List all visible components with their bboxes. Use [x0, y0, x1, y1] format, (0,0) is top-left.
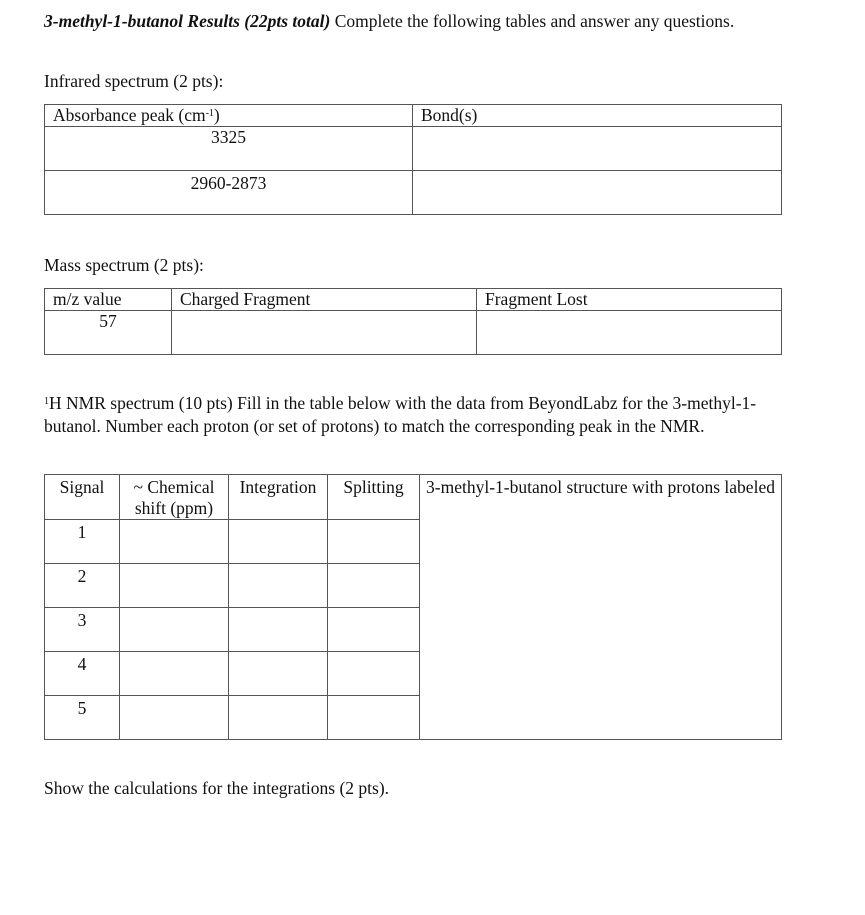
nmr-splitting-input[interactable]: [328, 564, 420, 608]
ir-col-absorbance: Absorbance peak $(cm^{-1})$: [45, 105, 413, 127]
nmr-heading-block: [44, 392, 789, 438]
nmr-splitting-input[interactable]: [328, 608, 420, 652]
nmr-signal-cell: 2: [45, 564, 120, 608]
mass-col-lost: Fragment Lost: [477, 289, 782, 311]
page-title: 3-methyl-1-butanol Results (22pts total): [44, 11, 331, 31]
nmr-heading: H NMR spectrum (10 pts) Fill in the table below with the data from BeyondLabz for the 3-methyl-1-butanol. Number each proton (or set of protons) to match the corresponding peak in the NMR.: [44, 393, 757, 436]
nmr-col-shift: ~ Chemical shift (ppm): [120, 475, 229, 520]
ir-table: [44, 104, 782, 215]
ir-bond-input[interactable]: [413, 127, 782, 171]
nmr-integration-input[interactable]: [229, 652, 328, 696]
mass-charged-input[interactable]: [172, 311, 477, 355]
nmr-integration-input[interactable]: [229, 696, 328, 740]
nmr-shift-input[interactable]: [120, 608, 229, 652]
nmr-col-signal: Signal: [45, 475, 120, 520]
nmr-shift-input[interactable]: [120, 520, 229, 564]
nmr-signal-cell: 5: [45, 696, 120, 740]
nmr-table: [44, 474, 782, 740]
calc-instructions: Show the calculations for the integrations (2 pts).: [44, 778, 390, 798]
nmr-superscript: 1: [44, 396, 49, 407]
nmr-col-structure: 3-methyl-1-butanol structure with protons labeled: [426, 477, 775, 497]
nmr-col-splitting: Splitting: [328, 475, 420, 520]
mass-col-mz: m/z value: [45, 289, 172, 311]
nmr-integration-input[interactable]: [229, 520, 328, 564]
mass-table: [44, 288, 782, 355]
nmr-shift-input[interactable]: [120, 696, 229, 740]
mass-mz-cell: 57: [45, 311, 172, 355]
mass-header-row: [45, 289, 782, 311]
nmr-signal-cell: 1: [45, 520, 120, 564]
page-title-block: [44, 10, 764, 33]
nmr-signal-cell: 3: [45, 608, 120, 652]
ir-heading: Infrared spectrum (2 pts):: [44, 71, 224, 91]
nmr-col-integration: Integration: [229, 475, 328, 520]
nmr-header-row: [45, 475, 782, 520]
nmr-shift-input[interactable]: [120, 564, 229, 608]
mass-col-charged: Charged Fragment: [172, 289, 477, 311]
nmr-splitting-input[interactable]: [328, 652, 420, 696]
nmr-signal-cell: 4: [45, 652, 120, 696]
ir-header-row: [45, 105, 782, 127]
table-row: [45, 311, 782, 355]
ir-peak-cell: 3325: [45, 127, 413, 171]
mass-lost-input[interactable]: [477, 311, 782, 355]
nmr-integration-input[interactable]: [229, 608, 328, 652]
ir-col-bonds: Bond(s): [413, 105, 782, 127]
nmr-structure-area[interactable]: [420, 475, 782, 740]
mass-heading: Mass spectrum (2 pts):: [44, 255, 204, 275]
nmr-shift-input[interactable]: [120, 652, 229, 696]
table-row: [45, 171, 782, 215]
ir-peak-cell: 2960-2873: [45, 171, 413, 215]
nmr-splitting-input[interactable]: [328, 520, 420, 564]
nmr-splitting-input[interactable]: [328, 696, 420, 740]
nmr-integration-input[interactable]: [229, 564, 328, 608]
table-row: [45, 127, 782, 171]
ir-bond-input[interactable]: [413, 171, 782, 215]
instructions-text: Complete the following tables and answer any questions.: [334, 11, 735, 31]
